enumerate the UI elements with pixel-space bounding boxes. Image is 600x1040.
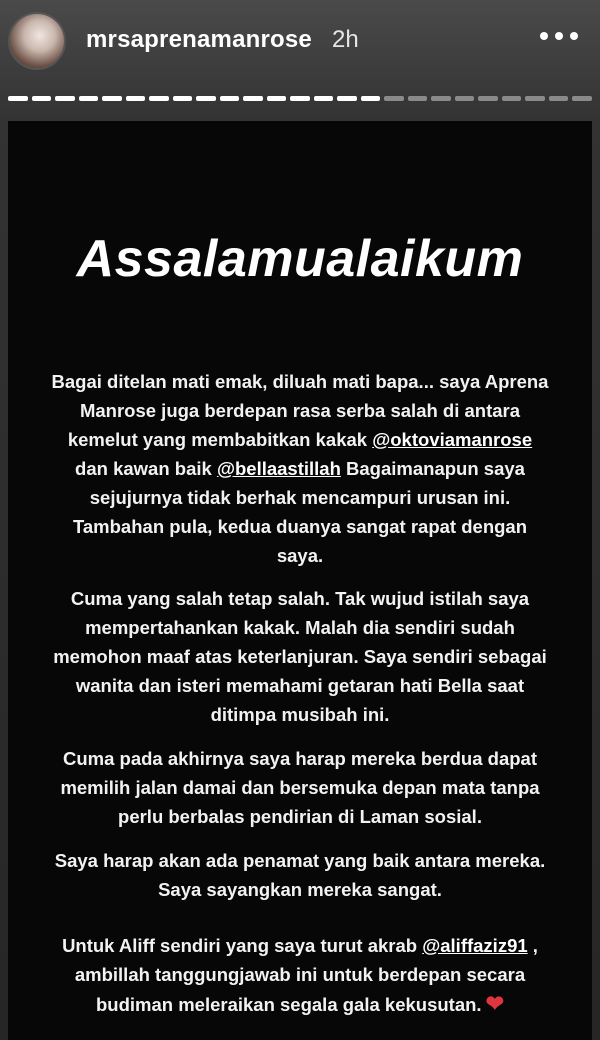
paragraph-3 [20,744,580,831]
progress-segment [196,96,216,101]
paragraph-4 [20,846,580,904]
progress-segment [55,96,75,101]
mention-oktoviamanrose[interactable]: @oktoviamanrose [372,429,533,450]
progress-segment [337,96,357,101]
progress-segment [8,96,28,101]
paragraph-1 [20,367,580,570]
progress-segment [384,96,404,101]
progress-segment [102,96,122,101]
heart-icon: ❤ [485,991,504,1016]
text-line: Tambahan pula, kedua duanya sangat rapat dengan [72,516,528,537]
text-line: Manrose juga berdepan rasa serba salah di antara [79,400,521,421]
progress-segment [220,96,240,101]
text-line: memilih jalan damai dan bersemuka depan mata tanpa [60,777,540,798]
text-line: ambillah tanggungjawab ini untuk berdepan secara [74,964,526,985]
progress-segment [126,96,146,101]
progress-segment [549,96,569,101]
text-line: perlu berbalas pendirian di Laman sosial. [118,806,482,827]
progress-segment [149,96,169,101]
post-time: 2h [332,26,359,53]
mention-aliffaziz91[interactable]: @aliffaziz91 [422,935,528,956]
story-header [0,0,600,86]
profile-avatar[interactable] [8,12,66,70]
progress-segment [572,96,592,101]
progress-segment [267,96,287,101]
text-line: Cuma yang salah tetap salah. Tak wujud istilah saya [70,588,530,609]
text-line: ditimpa musibah ini. [210,704,390,725]
text-line: memohon maaf atas keterlanjuran. Saya sendiri sebagai [53,646,547,667]
progress-segment [361,96,381,101]
progress-segment [173,96,193,101]
progress-segment [455,96,475,101]
text-line: budiman meleraikan segala gala kekusutan. ❤ [95,991,504,1016]
progress-segment [290,96,310,101]
text-line: dan kawan baik @bellaastillah Bagaimanapun saya [75,458,525,479]
progress-segment [32,96,52,101]
text-line: Saya harap akan ada penamat yang baik antara mereka. [54,850,546,871]
text-line: Untuk Aliff sendiri yang saya turut akrab @aliffaziz91 , [62,935,538,956]
more-options-icon[interactable] [536,26,582,46]
text-line: Bagai ditelan mati emak, diluah mati bapa... saya Aprena [51,371,549,392]
text-line: kemelut yang membabitkan kakak @oktoviamanrose [67,429,533,450]
username-link[interactable]: mrsaprenamanrose [86,26,312,53]
progress-segment [314,96,334,101]
text-line: sejujurnya tidak berhak mencampuri urusan ini. [89,487,511,508]
progress-segment [431,96,451,101]
progress-segment [408,96,428,101]
progress-segment [243,96,263,101]
paragraph-5 [20,931,580,1019]
mention-bellaastillah[interactable]: @bellaastillah [216,458,341,479]
progress-segment [478,96,498,101]
text-line: mempertahankan kakak. Malah dia sendiri sudah [85,617,515,638]
story-content[interactable] [8,121,592,1040]
text-line: wanita dan isteri memahami getaran hati Bella saat [75,675,525,696]
text-line: saya. [276,545,324,566]
progress-segment [79,96,99,101]
text-line: Cuma pada akhirnya saya harap mereka berdua dapat [62,748,537,769]
text-line: Saya sayangkan mereka sangat. [158,879,442,900]
progress-segment [525,96,545,101]
greeting-heading: Assalamualaikum [76,230,524,288]
progress-segment [502,96,522,101]
story-progress-bar [8,96,592,101]
paragraph-2 [20,584,580,729]
